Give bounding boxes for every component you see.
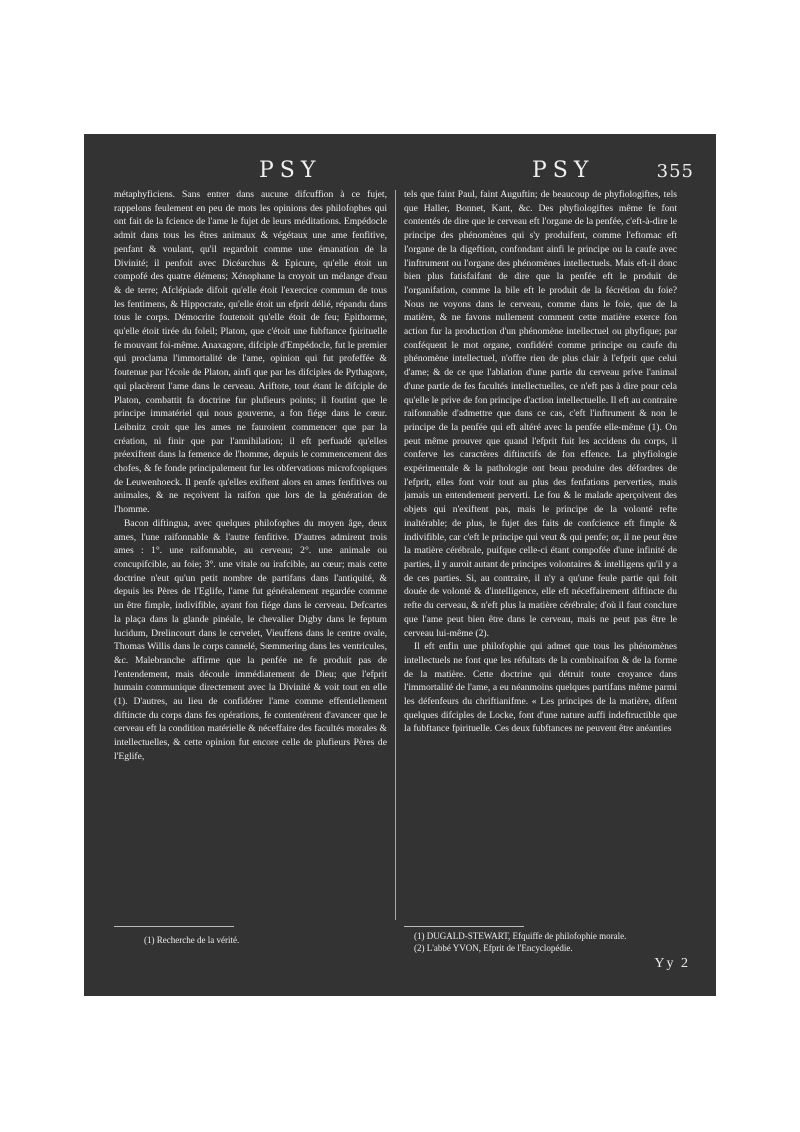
footnote-right-2: (2) L'abbé YVON, Efprit de l'Encyclopédie. xyxy=(414,943,573,953)
running-header xyxy=(114,154,694,184)
paragraph: Il eft enfin une philofophie qui admet que tous les phénomènes intellectuels ne font que les réfultats de la combinaifon & de la forme de la matière. Cette doctrine qui détruit toute croyance dans l'immortalité de l'ame, a eu néanmoins quelques partifans même parmi les défenfeurs du chriftianifme. « Les principes de la matière, difent quelques difciples de Locke, font d'une nature auffi indeftructible que la fubftance fpirituelle. Ces deux fubftances ne peuvent être anéanties xyxy=(404,641,677,735)
signature-mark: Yy 2 xyxy=(654,956,690,971)
paragraph: tels que faint Paul, faint Auguftin; de beaucoup de phyfiologiftes, tels que Haller, Bonnet, Kant, &c. Des phyfiologiftes même fe font contentés de dire que le cerveau eft l'organe de la penfée, c'eft-à-dire le principe des phénomènes qui s'y produifent, comme l'eftomac eft l'organe de la digeftion, confondant ainfi le principe ou la caufe avec l'inftrument ou l'organe des phénomènes intellectuels. Mais eft-il donc bien plus fatisfaifant de dire que la penfée eft le produit de l'organifation, comme la bile eft le produit de la fécrétion du foie? Nous ne voyons dans le cerveau, comme dans le foie, que de la matière, & ne favons nullement comment cette matière exerce fon action fur la production d'un phénomène intellectuel ou phyfique; par conféquent le mot organe, confidéré comme principe ou caufe du phénomène intellectuel, n'offre rien de plus clair à l'efprit que celui d'ame; & de ce que l'ablation d'une partie du cerveau prive l'animal d'une partie de fes facultés intellectuelles, ce n'eft pas à dire pour cela qu'elle le prive de fon principe d'action intellectuelle. Il eft au contraire raifonnable d'admettre que dans ce cas, c'eft l'inftrument & non le principe de la penfée qui eft altéré avec la penfée elle-même (1). On peut même prouver que quand l'efprit fuit les accidens du corps, il conferve les caractères diftinctifs de fon effence. La phyfiologie expérimentale & la pathologie ont beau produire des défordres de l'efprit, elles font voir tout au plus des fenfations perverties, mais jamais un entendement perverti. Le fou & le malade aperçoivent des objets qui n'exiftent pas, mais le principe de la volonté refte inaltérable; de plus, le fujet des faits de confcience eft fimple & indivifible, car c'eft le principe qui veut & qui penfe; or, il ne peut être la matière cérébrale, puifque celle-ci étant compofée d'une infinité de parties, il y auroit autant de principes volontaires & intelligens qu'il y a de ces parties. Si, au contraire, il n'y a qu'une feule partie qui foit douée de volonté & d'intelligence, elle eft néceffairement diftincte du refte du cerveau, & n'eft plus la matière cérébrale; d'où il faut conclure que l'ame peut bien être dans le cerveau, mais ne peut pas être le cerveau lui-même (2). xyxy=(404,189,677,639)
paragraph: métaphyficiens. Sans entrer dans aucune difcuffion à ce fujet, rappelons feulement en peu de mots les opinions des philofophes qui ont fait de la fcience de l'ame le fujet de leurs méditations. Empédocle admit dans tous les êtres animaux & végétaux une ame fenfitive, penfant & voulant, qu'il regardoit comme une émanation de la Divinité; il penfoit avec Dicéarchus & Epicure, qu'elle étoit un compofé des quatre élémens; Xénophane la croyoit un mélange d'eau & de terre; Afclépiade difoit qu'elle étoit l'exercice commun de tous les fentimens, & Hippocrate, qu'elle étoit un efprit délié, répandu dans tous le corps. Démocrite foutenoit qu'elle étoit de feu; Epithorme, qu'elle étoit tirée du foleil; Platon, que c'étoit une fubftance fpirituelle fe mouvant foi-même. Anaxagore, difciple d'Empédocle, fut le premier qui proclama l'immortalité de l'ame, opinion qui fut profeffée & foutenue par l'école de Platon, ainfi que par les difciples de Pythagore, qui placèrent l'ame dans le cerveau. Ariftote, tout étant le difciple de Platon, combattit fa doctrine fur plufieurs points; il foutint que le principe immatériel qui nous gouverne, a fon fiége dans le cœur. Leibnitz croit que les ames ne fauroient commencer que par la création, ni finir que par l'annihilation; il eft perfuadé qu'elles préexiftent dans la femence de l'homme, depuis le commencement des chofes, & fe fonde principalement fur les obfervations microfcopiques de Leuwenhoeck. Il penfe qu'elles exiftent alors en ames fenfitives ou animales, & ne reçoivent la raifon que lors de la génération de l'homme. xyxy=(114,189,387,516)
page-number: 355 xyxy=(656,161,694,182)
footnote-right-1: (1) DUGALD-STEWART, Efquiffe de philofophie morale. xyxy=(414,931,627,941)
left-text-column xyxy=(114,188,387,923)
footnote-rule-right xyxy=(404,926,524,927)
scanned-page-frame xyxy=(84,134,716,996)
right-text-column xyxy=(404,188,677,923)
book-page xyxy=(114,154,694,984)
column-divider xyxy=(395,190,396,920)
footnote-rule-left xyxy=(114,926,234,927)
paragraph: Bacon diftingua, avec quelques philofophes du moyen âge, deux ames, l'une raifonnable & l'autre fenfitive. D'autres admirent trois ames : 1°. une raifonnable, au cerveau; 2°. une animale ou concupifcible, au foie; 3°. une vitale ou irafcible, au cœur; mais cette doctrine n'eut qu'un petit nombre de partifans dans l'antiquité, & depuis les Pères de l'Eglife, l'ame fut généralement regardée comme un être fimple, indivifible, ayant fon fiége dans le cerveau. Defcartes la plaça dans la glande pinéale, le chevalier Digby dans le feptum lucidum, Drelincourt dans le cervelet, Vieuffens dans le centre ovale, Thomas Willis dans le corps cannelé, Sœmmering dans les ventricules, &c. Malebranche affirme que la penfée ne fe produit pas de l'entendement, mais découle immédiatement de Dieu; que l'efprit humain communique directement avec la Divinité & voit tout en elle (1). D'autres, au lieu de confidérer l'ame comme effentiellement diftincte du corps dans fes opérations, fe contentèrent d'avancer que le cerveau eft la condition matérielle & néceffaire des facultés morales & intellectuelles, & cette opinion fut encore celle de plufieurs Pères de l'Eglife, xyxy=(114,517,387,762)
right-running-title: PSY xyxy=(532,158,595,183)
footnote-left: (1) Recherche de la vérité. xyxy=(144,935,240,945)
left-running-title: PSY xyxy=(259,158,322,183)
